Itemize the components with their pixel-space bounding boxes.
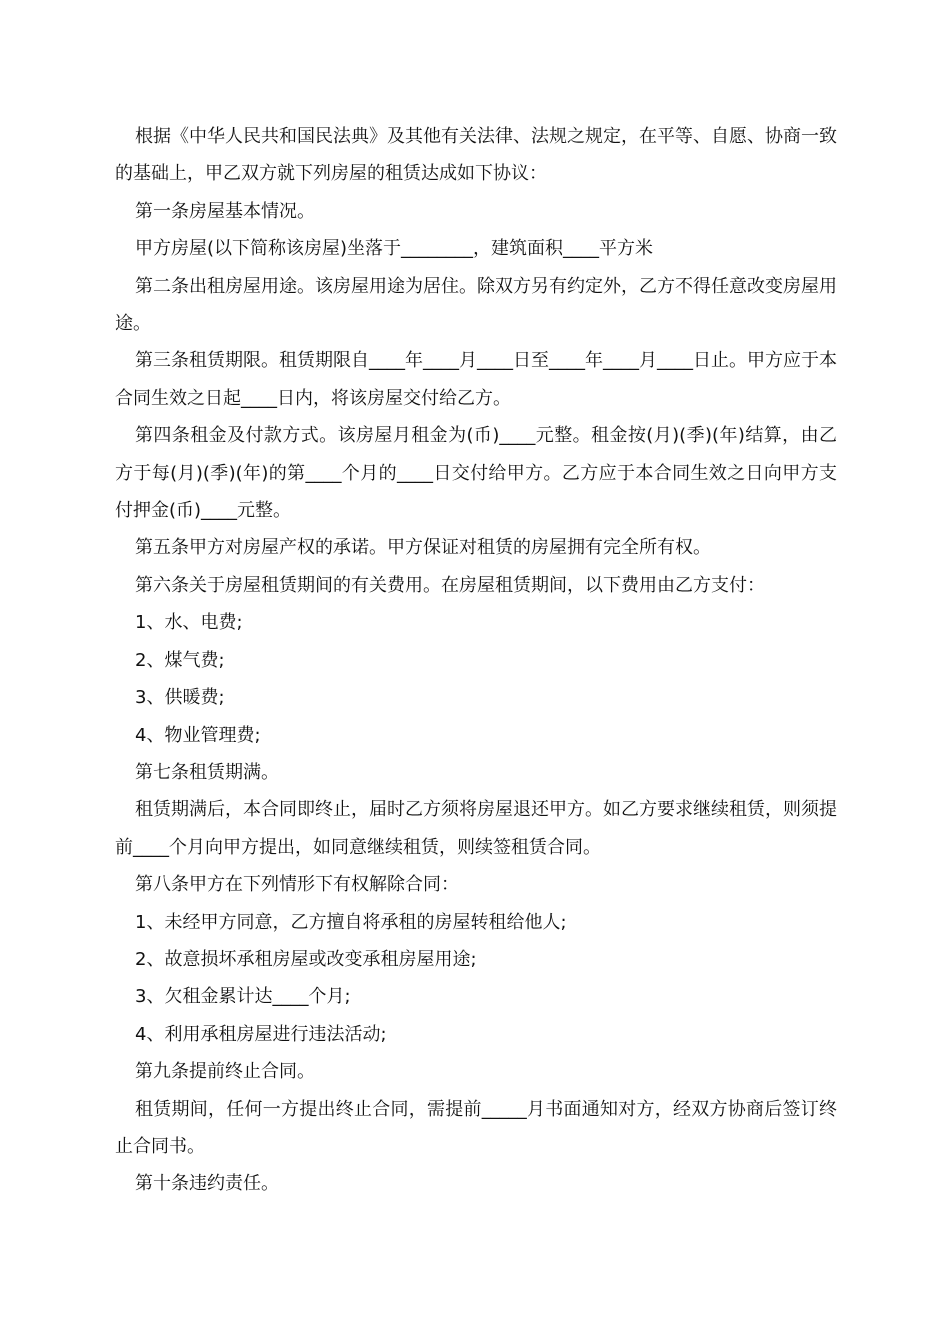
paragraph-article-8-heading: 第八条甲方在下列情形下有权解除合同：: [135, 874, 459, 896]
paragraph-property-location: 甲方房屋(以下简称该房屋)坐落于________，建筑面积____平方米: [135, 238, 654, 260]
list-item-fee-2: 2、煤气费;: [135, 649, 225, 671]
document-body: [115, 118, 837, 1203]
paragraph-preamble: 根据《中华人民共和国民法典》及其他有关法律、法规之规定，在平等、自愿、协商一致的基础上，甲乙双方就下列房屋的租赁达成如下协议：: [115, 126, 837, 185]
list-item-termination-4: 4、利用承租房屋进行违法活动;: [135, 1023, 387, 1045]
list-item-fee-1: 1、水、电费;: [135, 612, 243, 634]
paragraph-article-6: 第六条关于房屋租赁期间的有关费用。在房屋租赁期间，以下费用由乙方支付：: [135, 574, 765, 596]
paragraph-article-5: 第五条甲方对房屋产权的承诺。甲方保证对租赁的房屋拥有完全所有权。: [135, 537, 711, 559]
list-item-fee-4: 4、物业管理费;: [135, 724, 261, 746]
paragraph-article-7-body: 租赁期满后，本合同即终止，届时乙方须将房屋退还甲方。如乙方要求继续租赁，则须提前____个月向甲方提出，如同意继续租赁，则续签租赁合同。: [115, 799, 837, 858]
list-item-termination-3: 3、欠租金累计达____个月;: [135, 986, 351, 1008]
paragraph-article-10-heading: 第十条违约责任。: [135, 1173, 279, 1195]
paragraph-article-2: 第二条出租房屋用途。该房屋用途为居住。除双方另有约定外，乙方不得任意改变房屋用途。: [115, 275, 837, 335]
paragraph-article-3: 第三条租赁期限。租赁期限自____年____月____日至____年____月____日止。甲方应于本合同生效之日起____日内，将该房屋交付给乙方。: [115, 350, 837, 409]
list-item-termination-1: 1、未经甲方同意，乙方擅自将承租的房屋转租给他人;: [135, 911, 567, 933]
paragraph-article-9-heading: 第九条提前终止合同。: [135, 1061, 315, 1083]
paragraph-article-9-body: 租赁期间，任何一方提出终止合同，需提前_____月书面通知对方，经双方协商后签订终止合同书。: [115, 1098, 837, 1157]
paragraph-article-7-heading: 第七条租赁期满。: [135, 761, 279, 783]
paragraph-article-1-heading: 第一条房屋基本情况。: [135, 200, 315, 222]
list-item-fee-3: 3、供暖费;: [135, 687, 225, 709]
list-item-termination-2: 2、故意损坏承租房屋或改变承租房屋用途;: [135, 948, 477, 970]
paragraph-article-4: 第四条租金及付款方式。该房屋月租金为(币)____元整。租金按(月)(季)(年)结算，由乙方于每(月)(季)(年)的第____个月的____日交付给甲方。乙方应于本合同生效之日向甲方支付押金(币)____元整。: [115, 425, 837, 522]
